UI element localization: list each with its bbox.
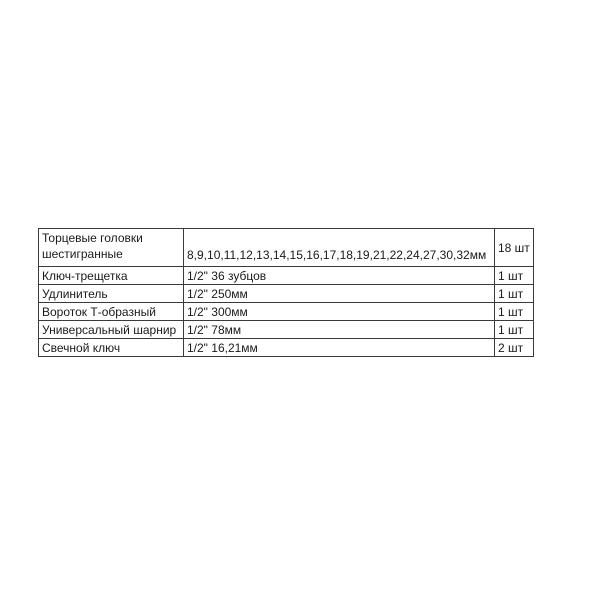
item-size: 1/2" 16,21мм	[184, 339, 495, 357]
item-name: Удлинитель	[39, 285, 184, 303]
tool-spec-table	[38, 228, 534, 357]
item-quantity: 1 шт	[495, 303, 534, 321]
item-quantity: 1 шт	[495, 321, 534, 339]
table-row	[39, 285, 534, 303]
item-size: 1/2" 300мм	[184, 303, 495, 321]
item-name: Свечной ключ	[39, 339, 184, 357]
item-name: Универсальный шарнир	[39, 321, 184, 339]
item-size: 8,9,10,11,12,13,14,15,16,17,18,19,21,22,24,27,30,32мм	[184, 229, 495, 267]
item-name: Вороток Т-образный	[39, 303, 184, 321]
table-row	[39, 321, 534, 339]
table-row	[39, 339, 534, 357]
item-name: Торцевые головки шестигранные	[39, 229, 184, 267]
item-quantity: 1 шт	[495, 267, 534, 285]
table-row	[39, 303, 534, 321]
item-quantity: 18 шт	[495, 229, 534, 267]
item-quantity: 2 шт	[495, 339, 534, 357]
item-name: Ключ-трещетка	[39, 267, 184, 285]
item-quantity: 1 шт	[495, 285, 534, 303]
table-row	[39, 229, 534, 267]
item-size: 1/2" 78мм	[184, 321, 495, 339]
table-row	[39, 267, 534, 285]
item-size: 1/2" 250мм	[184, 285, 495, 303]
item-size: 1/2" 36 зубцов	[184, 267, 495, 285]
